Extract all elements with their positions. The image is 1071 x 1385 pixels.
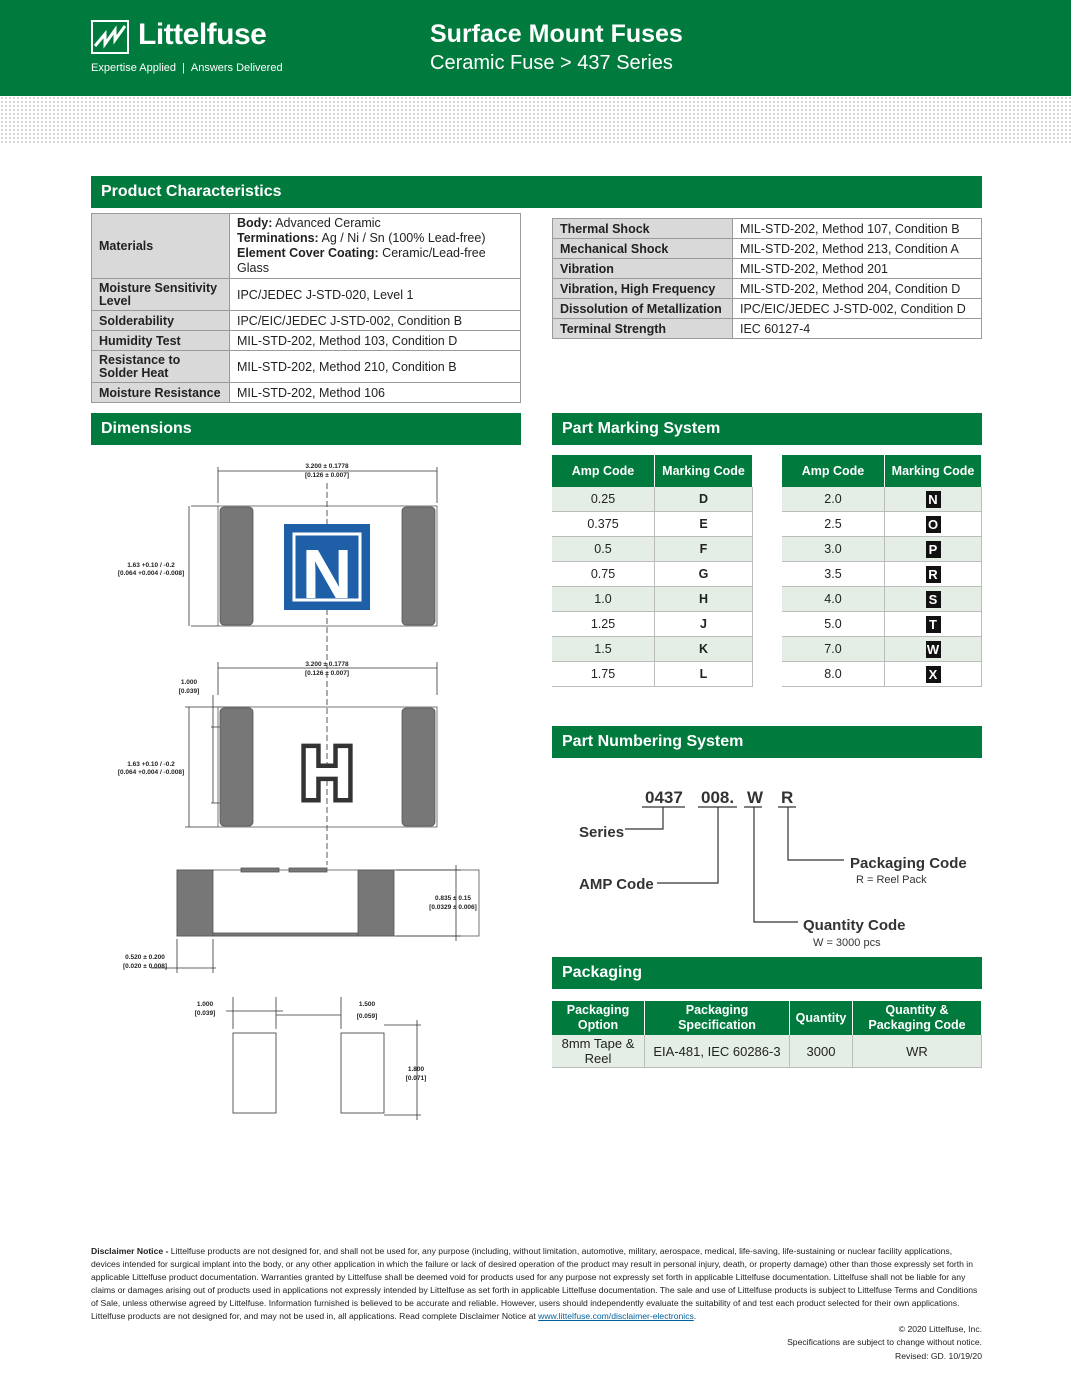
dim-width2-in: [0.064 +0.004 / -0.008]: [117, 769, 185, 776]
table-row: 8mm Tape & Reel EIA-481, IEC 60286-3 3000 WR: [552, 1035, 982, 1068]
dim-band-in: [0.020 ± 0.008]: [122, 963, 168, 970]
row-label: Moisture Resistance: [92, 383, 230, 403]
packaging-code-label: Packaging Code: [850, 855, 967, 872]
table-row: 4.0 S: [782, 587, 982, 612]
table-row: [553, 259, 982, 279]
table-row: [553, 299, 982, 319]
spec-notice: Specifications are subject to change without notice.: [787, 1337, 982, 1347]
packaging-table: [552, 1001, 982, 1068]
marking-code-badge: T: [926, 616, 941, 633]
pn-pack: R: [781, 788, 794, 807]
row-label: Terminal Strength: [553, 319, 733, 339]
row-label: Solderability: [92, 311, 230, 331]
quantity-code-note: W = 3000 pcs: [813, 937, 881, 949]
disclaimer-text: Littelfuse products are not designed for, and shall not be used for, any purpose (including, without limitation, automotive, military, aerospace, medical, life-saving, life-sustaining or nuclear facility applications, devices intended for surgical implant into the body, or any other application in which the failure or lack of desired operation of the product may result in personal injury, death, or property damage) other than those expressly set forth in applicable Littelfuse product documentation. Warranties granted by Littelfuse shall be deemed void for products used for any purpose not expressly set forth in applicable Littelfuse documentation. Littelfuse shall not be liable for any claims or damages arising out of products used in applications not expressly intended by Littelfuse as set forth in applicable Littelfuse documentation. The sale and use of Littelfuse products is subject to Littelfuse Terms and Conditions of Sale, unless otherwise agreed by Littelfuse. Information furnished is believed to be accurate and reliable. However, users should independently evaluate the suitability of and test each product selected for their own applications. Littelfuse products are not designed for, and may not be used in, all applications. Read complete Disclaimer Notice at: [91, 1246, 978, 1321]
row-value: MIL-STD-202, Method 103, Condition D: [230, 331, 521, 351]
row-value: MIL-STD-202, Method 107, Condition B: [733, 219, 982, 239]
table-row: [553, 239, 982, 259]
dim-pad-w-in: [0.039]: [194, 1010, 216, 1017]
col-amp-code: Amp Code: [782, 455, 885, 487]
marking-code-badge: P: [926, 541, 941, 558]
dim-length2-mm: 3.200 ± 0.1778: [305, 661, 349, 668]
table-header-row: [552, 1001, 982, 1035]
header-dot-pattern: [0, 96, 1071, 144]
side-marking-letter: H: [301, 734, 353, 814]
row-value: MIL-STD-202, Method 106: [230, 383, 521, 403]
dim-width2-mm: 1.63 +0.10 / -0.2: [127, 761, 175, 768]
table-row: [553, 279, 982, 299]
quantity-code-label: Quantity Code: [803, 917, 906, 934]
table-row: [92, 351, 521, 383]
materials-line: Element Cover Coating: Ceramic/Lead-free Glass: [237, 246, 486, 275]
top-marking-letter: N: [301, 535, 353, 613]
table-row: 0.75 G: [552, 562, 753, 587]
dim-pad-w-mm: 1.000: [196, 1001, 214, 1008]
materials-label: Materials: [92, 214, 230, 279]
page-subtitle: Ceramic Fuse > 437 Series: [430, 52, 673, 74]
dim-width-in: [0.064 +0.004 / -0.008]: [117, 570, 185, 577]
table-row: 2.5 O: [782, 512, 982, 537]
marking-code-badge: N: [926, 491, 941, 508]
table-row: 3.5 R: [782, 562, 982, 587]
marking-code-badge: R: [926, 566, 941, 583]
table-row: [92, 311, 521, 331]
table-row: 3.0 P: [782, 537, 982, 562]
copyright: © 2020 Littelfuse, Inc.: [898, 1324, 982, 1334]
table-row: 1.25 J: [552, 612, 753, 637]
tagline-left: Expertise Applied: [91, 62, 176, 74]
col-marking-code: Marking Code: [885, 455, 982, 487]
table-row: 1.75 L: [552, 662, 753, 687]
brand-name: Littelfuse: [138, 18, 267, 51]
pn-qty: W: [747, 788, 764, 807]
pn-amp: 008.: [701, 788, 735, 807]
section-part-numbering: Part Numbering System: [552, 726, 982, 758]
amp-code-label: AMP Code: [579, 876, 654, 893]
table-row: 7.0 W: [782, 637, 982, 662]
table-row: 1.5 K: [552, 637, 753, 662]
page-title: Surface Mount Fuses: [430, 20, 683, 48]
brand-tagline: Expertise Applied | Answers Delivered: [91, 62, 283, 74]
dim-term-in: [0.039]: [178, 688, 200, 695]
marking-code-badge: X: [926, 666, 941, 683]
col-qty-pack-code: Quantity & Packaging Code: [853, 1001, 982, 1035]
table-row: [92, 331, 521, 351]
part-numbering-diagram: [552, 775, 982, 955]
section-packaging: Packaging: [552, 957, 982, 989]
col-amp-code: Amp Code: [552, 455, 655, 487]
row-value: IEC 60127-4: [733, 319, 982, 339]
row-label: Vibration: [553, 259, 733, 279]
col-quantity: Quantity: [790, 1001, 853, 1035]
characteristics-table-left: [91, 213, 521, 403]
marking-code-badge: O: [926, 516, 941, 533]
table-row: [92, 214, 521, 279]
dim-length2-in: [0.126 ± 0.007]: [304, 670, 350, 677]
section-part-marking: Part Marking System: [552, 413, 982, 445]
disclaimer-label: Disclaimer Notice -: [91, 1246, 171, 1256]
dim-height-mm: 0.835 ± 0.15: [434, 895, 472, 902]
row-label: Resistance to Solder Heat: [92, 351, 230, 383]
packaging-code-note: R = Reel Pack: [856, 874, 927, 886]
dim-term-mm: 1.000: [180, 679, 198, 686]
materials-value: [230, 214, 521, 279]
row-label: Thermal Shock: [553, 219, 733, 239]
littelfuse-logo-icon: [91, 20, 129, 54]
col-packaging-spec: Packaging Specification: [645, 1001, 790, 1035]
row-value: MIL-STD-202, Method 204, Condition D: [733, 279, 982, 299]
col-marking-code: Marking Code: [655, 455, 753, 487]
materials-line: Body: Advanced Ceramic: [237, 216, 381, 230]
table-header-row: [552, 455, 753, 487]
dim-pad-gap-in: [0.059]: [356, 1013, 378, 1020]
marking-table-left: [552, 455, 753, 687]
table-row: 1.0 H: [552, 587, 753, 612]
marking-code-badge: S: [926, 591, 941, 608]
dim-pad-h-in: [0.071]: [405, 1075, 427, 1082]
dim-pad-h-mm: 1.800: [407, 1066, 425, 1073]
table-row: 0.375 E: [552, 512, 753, 537]
dim-length-mm: 3.200 ± 0.1778: [305, 463, 349, 470]
tagline-right: Answers Delivered: [190, 62, 283, 74]
section-product-characteristics: Product Characteristics: [91, 176, 982, 208]
table-row: [92, 383, 521, 403]
row-label: Vibration, High Frequency: [553, 279, 733, 299]
dim-pad-gap-mm: 1.500: [358, 1001, 376, 1008]
row-label: Dissolution of Metallization: [553, 299, 733, 319]
table-row: [92, 279, 521, 311]
dimensions-drawing: [91, 455, 521, 1135]
table-row: [553, 219, 982, 239]
table-row: [553, 319, 982, 339]
marking-table-right: [782, 455, 982, 687]
dim-height-in: [0.0329 ± 0.006]: [429, 904, 477, 911]
row-label: Humidity Test: [92, 331, 230, 351]
table-row: 2.0 N: [782, 487, 982, 512]
pn-series: 0437: [645, 788, 683, 807]
col-packaging-option: Packaging Option: [552, 1001, 645, 1035]
disclaimer-notice: Disclaimer Notice - Littelfuse products are not designed for, and shall not be used for, any purpose (including, without limitation, automotive, military, aerospace, medical, life-saving, life-sustaining or nuclear facility applications, devices intended for surgical implant into the body, or any other application in which the failure or lack of desired operation of the product may result in personal injury, death, or property damage) other than those expressly set forth in applicable Littelfuse product documentation. Warranties granted by Littelfuse shall be deemed void for products used for any purpose not expressly set forth in applicable Littelfuse documentation. Littelfuse shall not be liable for any claims or damages arising out of products used in applications not expressly intended by Littelfuse as set forth in applicable Littelfuse documentation. The sale and use of Littelfuse products is subject to Littelfuse Terms and Conditions of Sale, unless otherwise agreed by Littelfuse. Information furnished is believed to be accurate and reliable. However, users should independently evaluate the suitability of and test each product selected for their own applications. Littelfuse products are not designed for, and may not be used in, all applications. Read complete Disclaimer Notice at www.littelfuse.com/disclaimer-electronics.: [91, 1246, 978, 1321]
disclaimer-link[interactable]: www.littelfuse.com/disclaimer-electronics: [538, 1311, 694, 1321]
marking-code-badge: W: [926, 641, 940, 657]
revision: Revised: GD. 10/19/20: [895, 1351, 982, 1361]
row-value: MIL-STD-202, Method 213, Condition A: [733, 239, 982, 259]
section-dimensions: Dimensions: [91, 413, 521, 445]
row-value: MIL-STD-202, Method 210, Condition B: [230, 351, 521, 383]
row-value: IPC/EIC/JEDEC J-STD-002, Condition D: [733, 299, 982, 319]
series-label: Series: [579, 824, 625, 841]
dim-length-in: [0.126 ± 0.007]: [304, 472, 350, 479]
dim-band-mm: 0.520 ± 0.200: [125, 954, 165, 961]
table-row: 5.0 T: [782, 612, 982, 637]
row-label: Moisture Sensitivity Level: [92, 279, 230, 311]
characteristics-table-right: [552, 218, 982, 339]
table-row: 0.5 F: [552, 537, 753, 562]
table-header-row: [782, 455, 982, 487]
dim-width-mm: 1.63 +0.10 / -0.2: [127, 562, 175, 569]
table-row: 0.25 D: [552, 487, 753, 512]
row-value: IPC/EIC/JEDEC J-STD-002, Condition B: [230, 311, 521, 331]
row-value: MIL-STD-202, Method 201: [733, 259, 982, 279]
table-row: 8.0 X: [782, 662, 982, 687]
materials-line: Terminations: Ag / Ni / Sn (100% Lead-free): [237, 231, 486, 245]
row-label: Mechanical Shock: [553, 239, 733, 259]
row-value: IPC/JEDEC J-STD-020, Level 1: [230, 279, 521, 311]
